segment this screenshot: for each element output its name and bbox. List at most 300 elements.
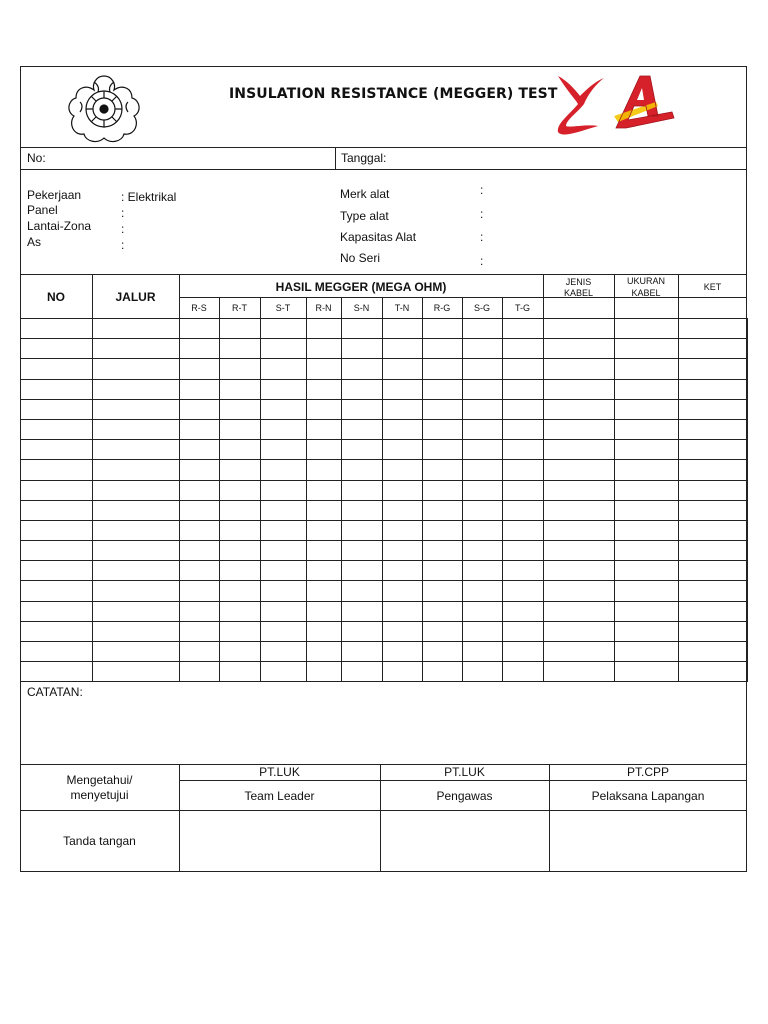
table-cell[interactable] — [21, 339, 93, 359]
table-cell[interactable] — [307, 581, 342, 601]
table-cell[interactable] — [93, 419, 180, 439]
table-cell[interactable] — [679, 541, 748, 561]
table-cell[interactable] — [21, 662, 93, 682]
table-cell[interactable] — [342, 399, 383, 419]
table-cell[interactable] — [463, 561, 503, 581]
table-cell[interactable] — [544, 379, 615, 399]
table-cell[interactable] — [21, 319, 93, 339]
table-cell[interactable] — [463, 520, 503, 540]
table-cell[interactable] — [503, 561, 544, 581]
table-cell[interactable] — [615, 339, 679, 359]
table-cell[interactable] — [423, 601, 463, 621]
table-cell[interactable] — [463, 339, 503, 359]
table-cell[interactable] — [615, 460, 679, 480]
table-cell[interactable] — [307, 662, 342, 682]
table-cell[interactable] — [180, 621, 220, 641]
table-cell[interactable] — [342, 581, 383, 601]
table-cell[interactable] — [503, 379, 544, 399]
table-cell[interactable] — [220, 662, 261, 682]
catatan-label: CATATAN: — [27, 685, 83, 699]
table-cell[interactable] — [615, 561, 679, 581]
table-cell[interactable] — [180, 541, 220, 561]
table-cell[interactable] — [220, 541, 261, 561]
table-cell[interactable] — [21, 460, 93, 480]
table-cell[interactable] — [383, 601, 423, 621]
table-cell[interactable] — [544, 339, 615, 359]
table-cell[interactable] — [679, 440, 748, 460]
ukuran-kabel-header-line1: UKURAN — [626, 276, 665, 286]
table-cell[interactable] — [679, 520, 748, 540]
table-cell[interactable] — [261, 500, 307, 520]
table-cell[interactable] — [307, 601, 342, 621]
table-cell[interactable] — [261, 601, 307, 621]
table-cell[interactable] — [21, 399, 93, 419]
table-cell[interactable] — [342, 561, 383, 581]
table-cell[interactable] — [21, 541, 93, 561]
table-cell[interactable] — [93, 440, 180, 460]
signature-box-pelaksana[interactable] — [550, 811, 746, 871]
table-cell[interactable] — [180, 460, 220, 480]
signature-box-pengawas[interactable] — [381, 811, 548, 871]
divider — [179, 780, 747, 781]
table-cell[interactable] — [220, 500, 261, 520]
table-cell[interactable] — [423, 561, 463, 581]
table-cell[interactable] — [544, 419, 615, 439]
table-cell[interactable] — [342, 319, 383, 339]
table-cell[interactable] — [93, 460, 180, 480]
divider — [20, 274, 747, 275]
company-pt-luk-2: PT.LUK — [444, 765, 485, 779]
table-cell[interactable] — [220, 339, 261, 359]
table-cell[interactable] — [220, 520, 261, 540]
table-cell[interactable] — [93, 399, 180, 419]
table-cell[interactable] — [220, 319, 261, 339]
table-cell[interactable] — [261, 419, 307, 439]
table-cell[interactable] — [503, 601, 544, 621]
table-cell[interactable] — [463, 399, 503, 419]
table-cell[interactable] — [220, 480, 261, 500]
table-cell[interactable] — [463, 500, 503, 520]
table-cell[interactable] — [679, 419, 748, 439]
table-cell[interactable] — [423, 541, 463, 561]
table-cell[interactable] — [544, 520, 615, 540]
table-cell[interactable] — [544, 662, 615, 682]
table-row — [21, 359, 748, 379]
ukuran-kabel-header-line2: KABEL — [631, 288, 661, 298]
red-a-logo — [612, 72, 676, 130]
table-cell[interactable] — [220, 419, 261, 439]
table-cell[interactable] — [679, 319, 748, 339]
signature-box-team-leader[interactable] — [180, 811, 379, 871]
tanda-tangan-label: Tanda tangan — [63, 834, 136, 848]
table-cell[interactable] — [342, 520, 383, 540]
table-cell[interactable] — [679, 339, 748, 359]
table-cell[interactable] — [503, 662, 544, 682]
table-cell[interactable] — [423, 662, 463, 682]
table-row — [21, 379, 748, 399]
table-cell[interactable] — [21, 621, 93, 641]
table-cell[interactable] — [307, 419, 342, 439]
role-pelaksana-lapangan: Pelaksana Lapangan — [591, 789, 705, 803]
table-cell[interactable] — [93, 500, 180, 520]
table-cell[interactable] — [383, 419, 423, 439]
table-cell[interactable] — [615, 581, 679, 601]
table-cell[interactable] — [180, 581, 220, 601]
table-cell[interactable] — [180, 520, 220, 540]
table-cell[interactable] — [307, 520, 342, 540]
table-cell[interactable] — [503, 359, 544, 379]
table-cell[interactable] — [180, 399, 220, 419]
table-cell[interactable] — [93, 561, 180, 581]
table-cell[interactable] — [261, 642, 307, 662]
table-cell[interactable] — [615, 399, 679, 419]
jalur-column-header: JALUR — [115, 290, 156, 304]
table-cell[interactable] — [679, 399, 748, 419]
table-cell[interactable] — [21, 642, 93, 662]
table-cell[interactable] — [383, 581, 423, 601]
table-cell[interactable] — [383, 561, 423, 581]
table-cell[interactable] — [21, 601, 93, 621]
role-pengawas: Pengawas — [436, 789, 493, 803]
table-cell[interactable] — [180, 601, 220, 621]
table-cell[interactable] — [220, 561, 261, 581]
table-cell[interactable] — [544, 440, 615, 460]
pekerjaan-value: : Elektrikal — [121, 190, 177, 204]
table-cell[interactable] — [503, 319, 544, 339]
table-cell[interactable] — [679, 662, 748, 682]
table-cell[interactable] — [220, 379, 261, 399]
table-cell[interactable] — [544, 561, 615, 581]
table-cell[interactable] — [383, 520, 423, 540]
kapasitas-alat-value: : — [480, 230, 484, 244]
table-cell[interactable] — [21, 520, 93, 540]
table-cell[interactable] — [679, 621, 748, 641]
table-cell[interactable] — [423, 339, 463, 359]
table-cell[interactable] — [463, 419, 503, 439]
table-cell[interactable] — [679, 500, 748, 520]
table-cell[interactable] — [383, 642, 423, 662]
table-cell[interactable] — [180, 500, 220, 520]
table-cell[interactable] — [21, 419, 93, 439]
table-cell[interactable] — [180, 379, 220, 399]
table-cell[interactable] — [463, 541, 503, 561]
table-cell[interactable] — [180, 339, 220, 359]
table-cell[interactable] — [180, 440, 220, 460]
table-cell[interactable] — [342, 339, 383, 359]
table-cell[interactable] — [307, 379, 342, 399]
table-cell[interactable] — [261, 319, 307, 339]
table-cell[interactable] — [383, 319, 423, 339]
table-cell[interactable] — [463, 319, 503, 339]
table-cell[interactable] — [615, 621, 679, 641]
table-cell[interactable] — [180, 419, 220, 439]
table-cell[interactable] — [423, 359, 463, 379]
table-cell[interactable] — [261, 621, 307, 641]
table-cell[interactable] — [423, 379, 463, 399]
table-cell[interactable] — [21, 500, 93, 520]
table-cell[interactable] — [307, 621, 342, 641]
company-pt-cpp: PT.CPP — [626, 765, 669, 779]
table-cell[interactable] — [503, 460, 544, 480]
table-cell[interactable] — [307, 339, 342, 359]
table-cell[interactable] — [261, 662, 307, 682]
table-cell[interactable] — [503, 642, 544, 662]
table-cell[interactable] — [615, 379, 679, 399]
table-cell[interactable] — [463, 379, 503, 399]
table-cell[interactable] — [93, 621, 180, 641]
sub-header-s-g: S-G — [473, 303, 490, 313]
table-cell[interactable] — [261, 359, 307, 379]
table-cell[interactable] — [21, 359, 93, 379]
table-cell[interactable] — [93, 359, 180, 379]
table-cell[interactable] — [544, 319, 615, 339]
table-cell[interactable] — [383, 541, 423, 561]
sub-header-r-g: R-G — [433, 303, 451, 313]
table-cell[interactable] — [423, 399, 463, 419]
as-label: As — [27, 235, 42, 249]
table-row — [21, 541, 748, 561]
table-cell[interactable] — [615, 319, 679, 339]
table-cell[interactable] — [423, 500, 463, 520]
table-cell[interactable] — [261, 520, 307, 540]
table-cell[interactable] — [220, 359, 261, 379]
table-cell[interactable] — [342, 440, 383, 460]
table-cell[interactable] — [307, 460, 342, 480]
table-row — [21, 642, 748, 662]
table-cell[interactable] — [503, 500, 544, 520]
table-row — [21, 520, 748, 540]
table-cell[interactable] — [463, 440, 503, 460]
table-cell[interactable] — [383, 460, 423, 480]
table-cell[interactable] — [220, 460, 261, 480]
table-cell[interactable] — [423, 520, 463, 540]
table-cell[interactable] — [423, 319, 463, 339]
table-cell[interactable] — [503, 621, 544, 641]
table-cell[interactable] — [544, 500, 615, 520]
table-cell[interactable] — [261, 581, 307, 601]
table-cell[interactable] — [679, 561, 748, 581]
table-cell[interactable] — [463, 642, 503, 662]
table-cell[interactable] — [307, 480, 342, 500]
table-cell[interactable] — [615, 520, 679, 540]
table-cell[interactable] — [423, 621, 463, 641]
table-cell[interactable] — [93, 541, 180, 561]
table-cell[interactable] — [261, 339, 307, 359]
table-cell[interactable] — [383, 399, 423, 419]
table-cell[interactable] — [615, 419, 679, 439]
table-cell[interactable] — [261, 541, 307, 561]
table-cell[interactable] — [544, 621, 615, 641]
as-value: : — [121, 238, 125, 252]
table-cell[interactable] — [180, 319, 220, 339]
lantai-zona-label: Lantai-Zona — [27, 219, 92, 233]
table-cell[interactable] — [342, 601, 383, 621]
no-label: No: — [27, 151, 46, 165]
table-cell[interactable] — [383, 339, 423, 359]
table-cell[interactable] — [93, 379, 180, 399]
table-cell[interactable] — [463, 460, 503, 480]
table-cell[interactable] — [615, 440, 679, 460]
table-cell[interactable] — [261, 440, 307, 460]
table-cell[interactable] — [342, 500, 383, 520]
table-cell[interactable] — [220, 621, 261, 641]
table-cell[interactable] — [615, 601, 679, 621]
table-cell[interactable] — [615, 541, 679, 561]
table-cell[interactable] — [21, 480, 93, 500]
table-cell[interactable] — [307, 359, 342, 379]
table-cell[interactable] — [180, 662, 220, 682]
table-cell[interactable] — [503, 520, 544, 540]
table-cell[interactable] — [383, 359, 423, 379]
table-cell[interactable] — [544, 460, 615, 480]
table-cell[interactable] — [544, 359, 615, 379]
table-cell[interactable] — [383, 500, 423, 520]
table-cell[interactable] — [342, 460, 383, 480]
table-cell[interactable] — [383, 662, 423, 682]
table-cell[interactable] — [21, 379, 93, 399]
table-cell[interactable] — [342, 359, 383, 379]
table-cell[interactable] — [180, 480, 220, 500]
type-alat-value: : — [480, 207, 484, 221]
table-cell[interactable] — [503, 339, 544, 359]
divider — [20, 169, 747, 170]
table-cell[interactable] — [615, 662, 679, 682]
table-cell[interactable] — [220, 642, 261, 662]
table-cell[interactable] — [463, 662, 503, 682]
table-cell[interactable] — [383, 440, 423, 460]
table-row — [21, 419, 748, 439]
table-cell[interactable] — [180, 642, 220, 662]
table-cell[interactable] — [93, 581, 180, 601]
table-cell[interactable] — [307, 561, 342, 581]
table-cell[interactable] — [615, 500, 679, 520]
sub-header-t-n: T-N — [394, 303, 410, 313]
table-cell[interactable] — [423, 480, 463, 500]
table-cell[interactable] — [423, 581, 463, 601]
table-cell[interactable] — [544, 642, 615, 662]
table-cell[interactable] — [615, 642, 679, 662]
table-cell[interactable] — [503, 581, 544, 601]
table-cell[interactable] — [463, 601, 503, 621]
table-cell[interactable] — [342, 621, 383, 641]
jenis-kabel-header-line2: KABEL — [563, 288, 594, 298]
table-cell[interactable] — [220, 440, 261, 460]
table-cell[interactable] — [615, 359, 679, 379]
table-cell[interactable] — [544, 480, 615, 500]
table-row — [21, 581, 748, 601]
sub-header-t-g: T-G — [515, 303, 530, 313]
red-ribbon-logo — [548, 70, 606, 140]
no-seri-value: : — [480, 254, 484, 268]
type-alat-label: Type alat — [340, 209, 389, 223]
table-cell[interactable] — [679, 460, 748, 480]
table-cell[interactable] — [423, 642, 463, 662]
table-cell[interactable] — [544, 541, 615, 561]
table-cell[interactable] — [307, 319, 342, 339]
table-cell[interactable] — [261, 399, 307, 419]
table-cell[interactable] — [342, 642, 383, 662]
table-cell[interactable] — [220, 399, 261, 419]
table-cell[interactable] — [342, 379, 383, 399]
table-cell[interactable] — [679, 642, 748, 662]
table-cell[interactable] — [307, 399, 342, 419]
table-cell[interactable] — [679, 601, 748, 621]
table-cell[interactable] — [423, 419, 463, 439]
table-cell[interactable] — [503, 419, 544, 439]
table-cell[interactable] — [383, 379, 423, 399]
table-row — [21, 399, 748, 419]
table-cell[interactable] — [423, 460, 463, 480]
table-cell[interactable] — [679, 359, 748, 379]
table-cell[interactable] — [463, 581, 503, 601]
table-cell[interactable] — [180, 561, 220, 581]
table-row — [21, 500, 748, 520]
table-cell[interactable] — [544, 601, 615, 621]
table-cell[interactable] — [220, 601, 261, 621]
table-cell[interactable] — [261, 379, 307, 399]
form-title: INSULATION RESISTANCE (MEGGER) TEST — [229, 86, 558, 102]
table-cell[interactable] — [615, 480, 679, 500]
table-cell[interactable] — [463, 359, 503, 379]
table-cell[interactable] — [544, 399, 615, 419]
table-row — [21, 460, 748, 480]
table-cell[interactable] — [180, 359, 220, 379]
table-cell[interactable] — [93, 662, 180, 682]
table-cell[interactable] — [423, 440, 463, 460]
table-cell[interactable] — [463, 480, 503, 500]
table-cell[interactable] — [342, 662, 383, 682]
table-cell[interactable] — [261, 460, 307, 480]
table-cell[interactable] — [503, 480, 544, 500]
table-row — [21, 662, 748, 682]
table-cell[interactable] — [679, 480, 748, 500]
table-cell[interactable] — [503, 399, 544, 419]
table-cell[interactable] — [93, 319, 180, 339]
table-cell[interactable] — [307, 500, 342, 520]
tanggal-label: Tanggal: — [341, 151, 387, 165]
table-row — [21, 440, 748, 460]
table-cell[interactable] — [544, 581, 615, 601]
table-cell[interactable] — [220, 581, 261, 601]
table-row — [21, 319, 748, 339]
table-cell[interactable] — [93, 520, 180, 540]
table-cell[interactable] — [503, 440, 544, 460]
divider — [179, 297, 543, 298]
table-cell[interactable] — [503, 541, 544, 561]
table-cell[interactable] — [21, 561, 93, 581]
table-cell[interactable] — [342, 541, 383, 561]
table-cell[interactable] — [93, 642, 180, 662]
table-cell[interactable] — [342, 419, 383, 439]
table-cell[interactable] — [307, 541, 342, 561]
table-cell[interactable] — [21, 440, 93, 460]
table-cell[interactable] — [261, 561, 307, 581]
table-cell[interactable] — [383, 621, 423, 641]
kapasitas-alat-label: Kapasitas Alat — [340, 230, 417, 244]
table-cell[interactable] — [383, 480, 423, 500]
table-cell[interactable] — [93, 480, 180, 500]
table-cell[interactable] — [307, 642, 342, 662]
table-cell[interactable] — [463, 621, 503, 641]
table-cell[interactable] — [342, 480, 383, 500]
table-cell[interactable] — [21, 581, 93, 601]
table-cell[interactable] — [679, 379, 748, 399]
table-cell[interactable] — [93, 339, 180, 359]
table-cell[interactable] — [679, 581, 748, 601]
table-cell[interactable] — [261, 480, 307, 500]
table-cell[interactable] — [93, 601, 180, 621]
table-cell[interactable] — [307, 440, 342, 460]
